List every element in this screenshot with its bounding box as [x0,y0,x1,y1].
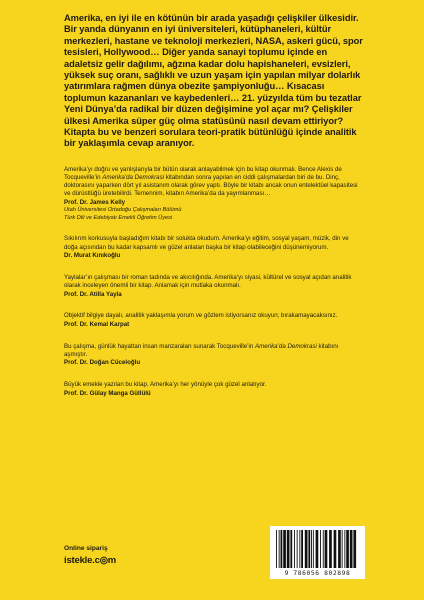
barcode-bar [353,530,356,568]
review-author: Prof. Dr. Doğan Cüceloğlu [64,359,141,367]
barcode-bar [320,530,321,568]
review-author: Prof. Dr. Kemal Karpat [64,320,130,328]
barcode-bar [301,530,303,568]
barcode-bar [283,530,286,568]
barcode-bar [323,530,324,568]
review-4 [64,312,362,329]
barcode-bar [287,530,290,568]
barcode-bar [350,530,353,568]
review-affiliation: Utah Üniversitesi Ortadoğu Çalışmaları Bölümü [64,207,182,214]
review-text: Sıkılırım korkusuyla başladığım kitabı bir solukta okudum. Amerika’yı eğitim, sosyal yaşam, müzik, din ve doğa açısından bu kadar kapsamlı ve güzel anlatan başka bir kitap olabileceğini düşünemiyorum. [64,235,349,251]
book-title: Amerika’da Demokrasi [255,342,317,350]
barcode-bar [338,530,341,568]
barcode-bar [281,530,283,568]
review-author: Prof. Dr. James Kelly [64,199,126,207]
barcode-bar [294,530,295,568]
review-affiliation: Türk Dili ve Edebiyatı Emekli Öğretim Üyesi [64,214,173,221]
review-text: Yaylalar’ın çalışması bir roman tadında ve akıcılığında. Amerika’yı siyasi, kültürel ve sosyal açıdan analitik olarak inceleyen önemli bir kitap. Anlamak için mutlaka okunmalı. [64,273,352,289]
review-text: Objektif bilgiye dayalı, analitik yaklaşımla yorum ve gözlem istiyorsanız okuyun; bırakamayacaksınız. [64,312,338,320]
barcode-bar [290,530,292,568]
barcode-bar [325,530,328,568]
review-5 [64,343,362,368]
barcode-bar [276,530,277,568]
barcode-bar [299,530,300,568]
barcode-bar [329,530,332,568]
book-title: Amerika’da Demokrasi [102,174,165,182]
barcode-bar [342,530,343,568]
barcode-bar [297,530,298,568]
barcode-bar [334,530,337,568]
store-url[interactable]: istekle.c◎m [64,555,117,566]
barcode-bar [311,530,312,568]
isbn-digits: 9 786056 802898 [284,570,351,577]
barcode-bar [279,530,280,568]
review-author: Prof. Dr. Atilla Yayla [64,290,122,298]
barcode-bar [308,530,310,568]
intro-paragraph: Amerika, en iyi ile en kötünün bir arada yaşadığı çelişkiler ülkesidir. Bir yanda dünyanın en iyi üniversiteleri, kütüphaneleri, kültür merkezleri, hastane ve teknoloji merkezleri, NASA, askeri gücü, spor tesisleri, Hollywood… Diğer yanda sanayi toplumu içinde en adaletsiz gelir dağılımı, ağzına kadar dolu hapishaneleri, evsizleri, yüksek suç oranı, sağlıklı ve uzun yaşam için yapılan milyar dolarlık yatırımlara rağmen dünya obezite şampiyonluğu… Kısacası toplumun kazananları ve kaybedenleri… 21. yüzyılda tüm bu tezatlar Yeni Dünya’da radikal bir düzen değişimine yol açar mı? Çelişkiler ülkesi Amerika süper güç olma statüsünü nasıl devam ettiriyor? Kitapta bu ve benzeri sorulara teori-pratik bütünlüğü içinde analitik bir yaklaşımla cevap aranıyor. [64,13,363,149]
barcode-bar [313,530,314,568]
review-3 [64,274,362,299]
online-order [64,545,116,565]
review-text: Amerika’yı doğru ve yanlışlarıyla bir bütün olarak anlayabilmek için bu kitap okunmalı. Bence Alexis de Tocqueville’in Amerika’da Demokrasi kitabından sonra yapılan en ciddi çalışmalardan biri de bu. Dinç, doktorasını yaparken dört yıl asistanım olarak görev yaptı. Böyle bir kitabı ancak onun entelektüel kapasitesi ve dürüstlüğü üretebilirdi. Temennim, kitabın Amerika’da da yayımlanması… [64,166,358,198]
barcode-bar [346,530,349,568]
review-2 [64,235,362,260]
barcode-bar [344,530,345,568]
barcode-bars-icon [270,526,365,570]
barcode-bar [305,530,308,568]
isbn-barcode [270,526,365,579]
review-author: Prof. Dr. Gülay Manga Güllülü [64,389,151,397]
barcode-bar [316,530,319,568]
review-text: Büyük emekle yazılan bu kitap, Amerika’yı her yönüyle çok güzel anlatıyor. [64,381,267,389]
review-1 [64,166,362,222]
online-order-label: Online sipariş [64,545,108,552]
review-text: Bu çalışma, günlük hayattan insan manzaraları sunarak Tocqueville’in Amerika’da Demokrasi kitabını aşmıştır. [64,342,339,358]
review-6 [64,381,362,398]
reviews-section [64,166,362,411]
review-author: Dr. Murat Kınıkoğlu [64,252,121,260]
